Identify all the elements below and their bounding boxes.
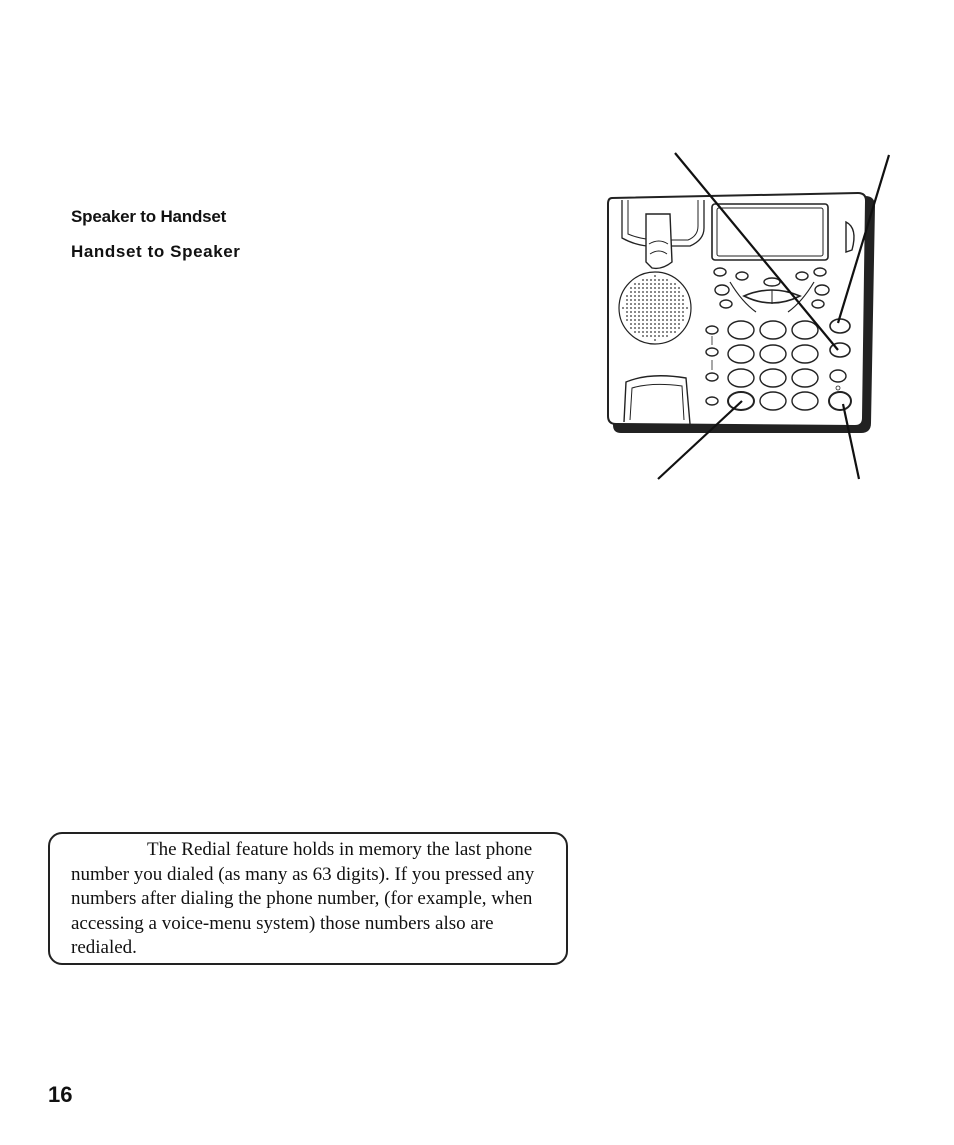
heading-handset-to-speaker: Handset to Speaker — [71, 242, 241, 261]
page-number: 16 — [48, 1082, 73, 1107]
heading-speaker-to-handset: Speaker to Handset — [71, 207, 227, 226]
note-text: The Redial feature holds in memory the last phone number you dialed (as many as 63 digits). If you pressed any numbers after dialing the phone number, (for example, when accessing a voice-menu system) those numbers also are redialed. — [71, 839, 535, 958]
telephone-illustration — [600, 150, 900, 485]
